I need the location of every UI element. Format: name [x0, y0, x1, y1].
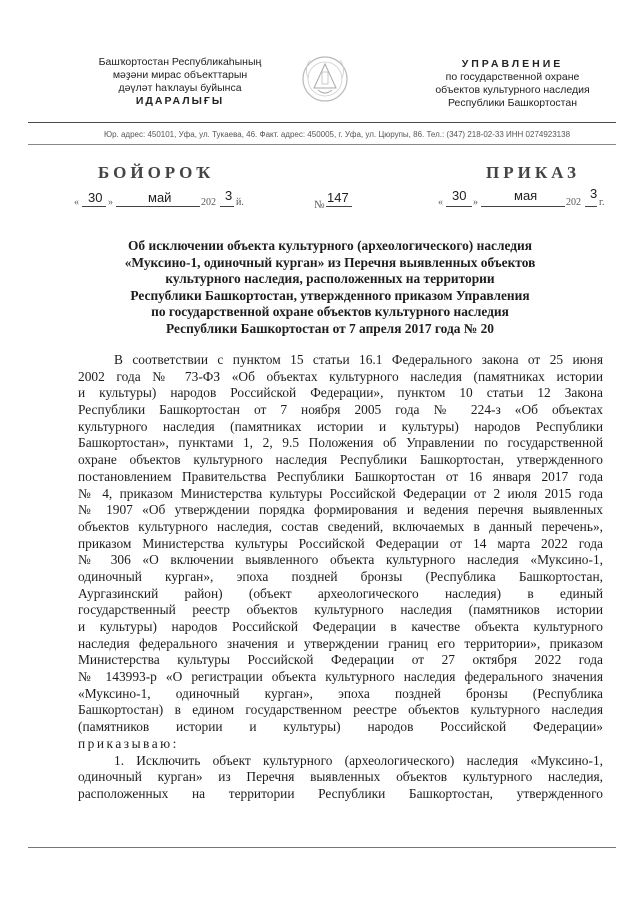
document-title	[60, 238, 600, 338]
body-line: № 4, приказом Министерства культуры Российской Федерации от 2 июля 2015 года	[78, 485, 603, 501]
title-line: «Муксино-1, одиночный курган» из Перечня выявленных объектов	[124, 254, 536, 270]
left-date-day: 30	[88, 190, 103, 205]
left-date-year-prefix: 202	[201, 197, 216, 208]
header-divider-bottom	[28, 144, 616, 145]
title-line: Республики Башкортостан от 7 апреля 2017 года № 20	[166, 320, 494, 336]
body-line: охране объектов культурного наследия Республики Башкортостан, утвержденного	[78, 452, 603, 468]
left-date-year-suffix: й.	[236, 197, 244, 208]
body-line-prikazyvayu: приказываю:	[78, 735, 179, 751]
item1-line: одиночный курган» из Перечня выявленных объектов культурного наследия,	[78, 769, 603, 785]
body-line: № 1907 «Об утверждении порядка формирования и ведения перечня выявленных	[78, 502, 603, 518]
header-address: Юр. адрес: 450101, Уфа, ул. Тукаева, 46. Факт. адрес: 450005, г. Уфа, ул. Цюрупы, 86. Тел.: (347) 218-02-33 ИНН 0274923138	[104, 130, 571, 139]
body-line: Аургазинский район) (объект археологического наследия) в единый	[78, 585, 603, 601]
body-line: одиночный курган», эпоха поздней бронзы (Республика Башкортостан,	[78, 568, 603, 584]
body-line: № 306 «О включении выявленного объекта культурного наследия «Муксино-1,	[78, 552, 603, 568]
header-divider-top	[28, 122, 616, 123]
title-line: культурного наследия, расположенных на территории	[165, 271, 495, 287]
header-right-line3: объектов культурного наследия	[435, 84, 590, 96]
item1-line: 1. Исключить объект культурного (археологического) наследия «Муксино-1,	[114, 752, 603, 768]
body-line: 2002 года № 73-ФЗ «Об объектах культурного наследия (памятниках истории	[78, 368, 603, 384]
title-line: Об исключении объекта культурного (археологического) наследия	[128, 238, 532, 253]
right-date-month: мая	[514, 188, 538, 203]
header-left-line3: дәүләт һаҡлауы буйынса	[118, 82, 242, 94]
doc-type-russian: ПРИКАЗ	[486, 163, 580, 182]
body-line: государственный реестр объектов культурного наследия (памятников истории	[78, 602, 603, 618]
right-date-close-quote: »	[473, 197, 478, 208]
right-date-open-quote: «	[438, 197, 443, 208]
title-line: по государственной охране объектов культурного наследия	[151, 304, 509, 320]
header-right-block	[410, 58, 615, 110]
body-line: и культуры) народов Российской Федерации», пунктом 10 статьи 12 Закона	[78, 385, 603, 401]
left-date-open-quote: «	[74, 197, 79, 208]
body-line: № 143993-р «О регистрации объекта культурного наследия федерального значения	[78, 669, 603, 685]
header-right-line4: Республики Башкортостан	[447, 97, 578, 109]
number-sign: №	[314, 199, 325, 211]
body-line: (памятников истории и культуры) народов Российской Федерации»	[78, 719, 603, 735]
header-right-line1: УПРАВЛЕНИЕ	[461, 58, 564, 70]
body-line: объектов культурного наследия, состав сведений, включаемых в данный перечень»,	[78, 518, 603, 534]
left-date-close-quote: »	[108, 197, 113, 208]
body-line: Башкортостан) в едином государственном реестре объектов культурного наследия	[78, 702, 603, 718]
body-line: культурного наследия (памятниках истории и культуры) народов Республики	[78, 418, 603, 434]
number-value: 147	[327, 190, 349, 205]
right-date-year-prefix: 202	[566, 197, 581, 208]
header-left-line1: Башҡортостан Республикаһының	[98, 56, 262, 68]
header-left-block	[80, 56, 280, 108]
body-line: и культуры) народов Российской Федерации в качестве объекта культурного	[78, 619, 603, 634]
body-line: приказом Министерства культуры Российской Федерации от 14 марта 2022 года	[78, 535, 603, 551]
body-line: В соответствии с пунктом 15 статьи 16.1 Федерального закона от 25 июня	[114, 352, 603, 367]
item1-line: расположенных на территории Республики Башкортостан, утвержденного	[78, 785, 603, 801]
right-date-year-suffix: г.	[599, 197, 605, 208]
right-date-day: 30	[452, 188, 467, 203]
bashkortostan-coat-of-arms-icon	[300, 50, 350, 108]
body-line: Башкортостан», пунктами 1, 2, 9.5 Положения об Управлении по государственной	[78, 435, 603, 451]
doc-type-bashkir: БОЙОРОҠ	[98, 163, 215, 182]
title-line: Республики Башкортостан, утвержденного приказом Управления	[130, 287, 530, 303]
left-date-month: май	[148, 190, 172, 205]
body-line: наследия федерального значения и утверждении границ его территории», приказом	[78, 635, 603, 651]
header-right-line2: по государственной охране	[445, 71, 580, 83]
right-date-year-digit: 3	[590, 186, 598, 201]
left-date-year-digit: 3	[225, 188, 233, 203]
header-left-line4: ИДАРАЛЫҒЫ	[135, 95, 225, 107]
document-body	[78, 352, 603, 803]
body-line: Министерства культуры Российской Федерации от 27 октября 2022 года	[78, 652, 603, 668]
body-line: «Муксино-1, одиночный курган», эпоха поздней бронзы (Республика	[78, 685, 603, 701]
body-line: постановлением Правительства Республики Башкортостан от 16 января 2017 года	[78, 468, 603, 484]
footer-divider	[28, 847, 616, 848]
header-left-line2: мәҙәни мирас объекттарын	[112, 69, 248, 81]
body-line: Республики Башкортостан от 7 ноября 2005 года № 224-з «Об объектах	[78, 402, 603, 418]
